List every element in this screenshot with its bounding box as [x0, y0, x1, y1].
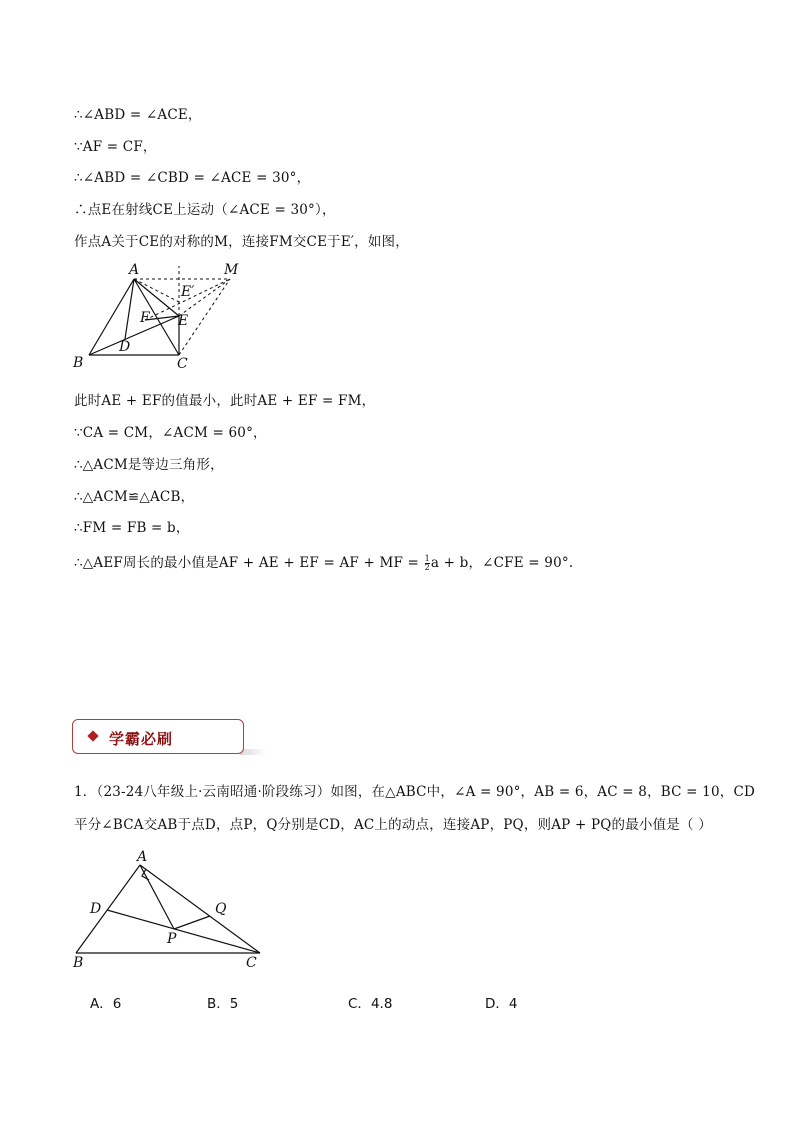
label-D: D	[119, 339, 131, 355]
solution-line-4: ∴点E在射线CE上运动（∠ACE = 30°），	[74, 202, 336, 218]
choice-d[interactable]: D．4	[485, 996, 518, 1012]
solution-line-5: 作点A关于CE的对称的M，连接FM交CE于E′，如图，	[74, 234, 409, 250]
solution-line-1: ∴∠ABD = ∠ACE，	[74, 107, 202, 123]
solution-line-6: 此时AE + EF的值最小，此时AE + EF = FM，	[74, 393, 376, 409]
solution-line-7: ∵CA = CM，∠ACM = 60°，	[74, 425, 267, 441]
label-C: C	[246, 955, 257, 971]
solution-line-8: ∴△ACM是等边三角形，	[74, 457, 224, 473]
label-M: M	[224, 262, 239, 278]
figure-1-triangle-diagram	[70, 258, 250, 373]
label-Q: Q	[215, 901, 227, 917]
label-E: E	[178, 313, 189, 329]
section-title: 学霸必刷	[109, 730, 174, 748]
seg-AC	[140, 865, 260, 953]
question-line-1: 1．（23-24八年级上·云南昭通·阶段练习）如图，在△ABC中，∠A = 90°，AB = 6，AC = 8，BC = 10，CD	[74, 784, 755, 800]
solution-line-2: ∵AF = CF，	[74, 139, 157, 155]
solution-conclusion-line	[74, 551, 573, 572]
seg-AD	[125, 279, 134, 339]
label-A: A	[129, 262, 140, 278]
label-E-prime: E′	[181, 284, 195, 300]
conclusion-prefix: ∴△AEF周长的最小值是AF + AE + EF = AF + MF =	[74, 555, 424, 571]
label-C: C	[177, 356, 188, 372]
seg-BE	[89, 316, 179, 355]
fraction-one-half: $\frac{1}{2}$	[424, 554, 430, 572]
label-B: B	[73, 355, 84, 371]
choice-c[interactable]: C．4.8	[348, 996, 393, 1012]
label-B: B	[73, 955, 84, 971]
section-banner	[72, 719, 244, 754]
conclusion-suffix: a + b，∠CFE = 90°.	[430, 555, 574, 571]
seg-DC	[107, 910, 260, 953]
seg-AP	[140, 865, 174, 929]
label-F: F	[140, 310, 150, 326]
solution-line-9: ∴△ACM≌△ACB，	[74, 489, 195, 505]
seg-PQ	[174, 916, 210, 929]
solution-line-3: ∴∠ABD = ∠CBD = ∠ACE = 30°，	[74, 170, 311, 186]
choice-a[interactable]: A．6	[90, 996, 122, 1012]
seg-AB	[76, 865, 140, 953]
choice-b[interactable]: B．5	[207, 996, 239, 1012]
solution-line-10: ∴FM = FB = b，	[74, 520, 190, 536]
question-line-2: 平分∠BCA交AB于点D，点P，Q分别是CD，AC上的动点，连接AP，PQ，则AP + PQ的最小值是（ ）	[74, 817, 712, 833]
label-D: D	[90, 901, 102, 917]
diamond-icon	[87, 730, 98, 741]
label-P: P	[167, 931, 177, 947]
figure-2-right-triangle-diagram	[70, 843, 270, 973]
label-A: A	[137, 849, 148, 865]
banner-shadow	[240, 749, 266, 755]
